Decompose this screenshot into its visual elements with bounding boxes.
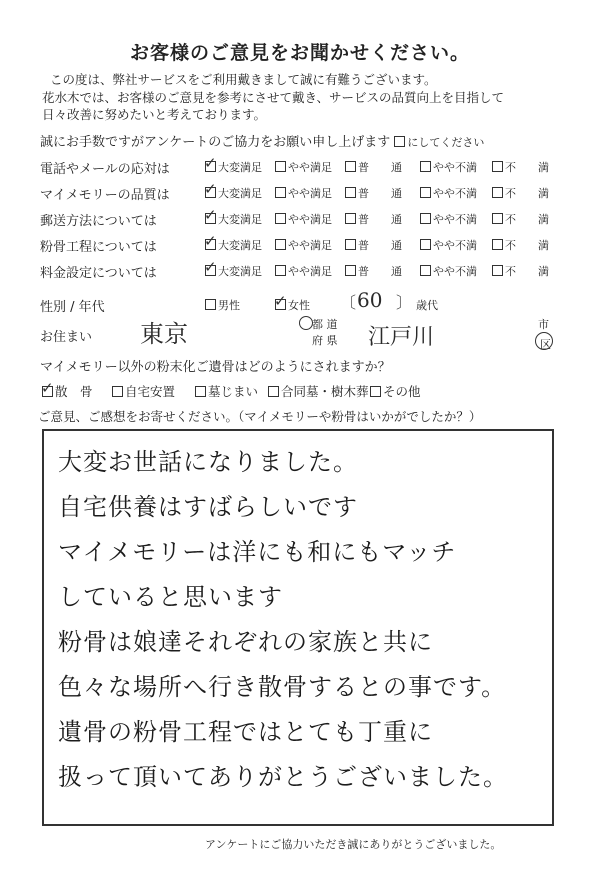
disposal-checkbox[interactable] <box>112 386 123 397</box>
rating-option-label: やや不満 <box>433 239 477 252</box>
rating-checkbox[interactable] <box>205 161 216 172</box>
rating-checkbox[interactable] <box>345 239 356 250</box>
rating-checkbox[interactable] <box>275 265 286 276</box>
comment-line: 色々な場所へ行き散骨するとの事です。 <box>58 673 507 701</box>
question-label: 郵送方法については <box>40 214 157 229</box>
rating-checkbox[interactable] <box>492 187 503 198</box>
rating-option-label: 普 通 <box>358 239 402 252</box>
rating-option-label: やや満足 <box>288 187 332 200</box>
comment-line: 遺骨の粉骨工程ではとても丁重に <box>58 718 433 746</box>
rating-option[interactable] <box>492 211 549 227</box>
rating-option[interactable] <box>345 237 402 253</box>
rating-checkbox[interactable] <box>345 161 356 172</box>
rating-checkbox[interactable] <box>492 265 503 276</box>
rating-checkbox[interactable] <box>420 239 431 250</box>
rating-option[interactable] <box>275 185 332 201</box>
disposal-option[interactable] <box>370 382 421 400</box>
rating-option[interactable] <box>345 211 402 227</box>
rating-option-label: やや満足 <box>288 265 332 278</box>
rating-option[interactable] <box>492 237 549 253</box>
rating-option-label: 大変満足 <box>218 213 262 226</box>
rating-option[interactable] <box>275 211 332 227</box>
question-label: 料金設定については <box>40 266 157 281</box>
male-checkbox[interactable] <box>205 299 216 310</box>
rating-checkbox[interactable] <box>420 213 431 224</box>
rating-option-label: 普 通 <box>358 187 402 200</box>
comment-heading: ご意見、ご感想をお寄せください。（マイメモリーや粉骨はいかがでしたか？） <box>38 409 482 424</box>
rating-option-label: やや不満 <box>433 213 477 226</box>
rating-option[interactable] <box>205 211 262 227</box>
rating-checkbox[interactable] <box>345 187 356 198</box>
disposal-option-label: 合同墓・樹木葬 <box>281 384 369 399</box>
selection-circle-icon <box>299 316 313 330</box>
rating-option[interactable] <box>345 185 402 201</box>
rating-option-label: 大変満足 <box>218 161 262 174</box>
disposal-checkbox[interactable] <box>195 386 206 397</box>
comment-line: 扱って頂いてありがとうございました。 <box>58 763 508 791</box>
rating-checkbox[interactable] <box>205 187 216 198</box>
intro-line: 花水木では、お客様のご意見を参考にさせて戴き、サービスの品質向上を目指して <box>42 90 505 105</box>
rating-option[interactable] <box>345 159 402 175</box>
rating-option[interactable] <box>205 159 262 175</box>
selection-circle-icon <box>535 332 553 350</box>
rating-option[interactable] <box>492 185 549 201</box>
rating-option-label: 不 満 <box>505 213 549 226</box>
disposal-option[interactable] <box>112 382 175 400</box>
rating-option-label: 大変満足 <box>218 265 262 278</box>
intro-line: 日々改善に努めたいと考えております。 <box>42 107 267 122</box>
rating-option[interactable] <box>205 263 262 279</box>
footer-thanks: アンケートにご協力いただき誠にありがとうございました。 <box>205 838 502 851</box>
rating-checkbox[interactable] <box>205 265 216 276</box>
disposal-option[interactable] <box>195 382 258 400</box>
page-title: お客様のご意見をお聞かせください。 <box>129 42 470 64</box>
rating-option[interactable] <box>205 237 262 253</box>
male-option[interactable] <box>205 297 240 313</box>
female-option[interactable] <box>275 297 310 313</box>
age-unit: 歳代 <box>416 299 438 312</box>
rating-option-label: 不 満 <box>505 161 549 174</box>
rating-option[interactable] <box>420 159 477 175</box>
rating-option[interactable] <box>275 237 332 253</box>
rating-option[interactable] <box>492 263 549 279</box>
comment-line: 自宅供養はすばらしいです <box>58 493 358 521</box>
disposal-option[interactable] <box>268 382 369 400</box>
female-checkbox[interactable] <box>275 299 286 310</box>
rating-checkbox[interactable] <box>205 239 216 250</box>
comment-line: していると思います <box>58 583 283 611</box>
prefecture-suffix-bottom: 府 県 <box>312 334 338 347</box>
rating-option-label: 普 通 <box>358 161 402 174</box>
rating-checkbox[interactable] <box>420 265 431 276</box>
rating-checkbox[interactable] <box>275 161 286 172</box>
intro-line: この度は、弊社サービスをご利用戴きまして誠に有難うございます。 <box>50 72 437 87</box>
rating-option-label: 普 通 <box>358 213 402 226</box>
rating-option[interactable] <box>345 263 402 279</box>
instruction-suffix: にしてください <box>407 136 485 149</box>
rating-option[interactable] <box>275 263 332 279</box>
rating-option-label: 大変満足 <box>218 239 262 252</box>
male-label: 男性 <box>218 299 240 312</box>
rating-checkbox[interactable] <box>420 161 431 172</box>
rating-checkbox[interactable] <box>275 239 286 250</box>
disposal-checkbox[interactable] <box>268 386 279 397</box>
disposal-option-label: 散 骨 <box>55 384 93 399</box>
rating-option[interactable] <box>420 211 477 227</box>
rating-option[interactable] <box>420 237 477 253</box>
disposal-checkbox[interactable] <box>42 386 53 397</box>
comment-line: 粉骨は娘達それぞれの家族と共に <box>58 628 433 656</box>
rating-option-label: やや不満 <box>433 187 477 200</box>
rating-checkbox[interactable] <box>492 239 503 250</box>
rating-option-label: やや満足 <box>288 239 332 252</box>
gender-age-label: 性別 / 年代 <box>40 300 105 315</box>
female-label: 女性 <box>288 299 310 312</box>
rating-option-label: 不 満 <box>505 187 549 200</box>
rating-option[interactable] <box>492 159 549 175</box>
rating-option[interactable] <box>275 159 332 175</box>
rating-checkbox[interactable] <box>345 213 356 224</box>
rating-option-label: やや不満 <box>433 161 477 174</box>
rating-checkbox[interactable] <box>345 265 356 276</box>
rating-option-label: 不 満 <box>505 239 549 252</box>
instruction-text: 誠にお手数ですがアンケートのご協力をお願い申し上げます <box>40 135 391 150</box>
survey-instruction <box>40 131 484 150</box>
rating-checkbox[interactable] <box>420 187 431 198</box>
comment-line: マイメモリーは洋にも和にもマッチ <box>58 538 457 566</box>
question-label: 粉骨工程については <box>40 240 157 255</box>
age-open-bracket: 〔 <box>340 293 357 312</box>
disposal-option-label: 墓じまい <box>208 384 259 399</box>
question-label: マイメモリーの品質は <box>40 188 170 203</box>
sample-checkbox <box>394 136 405 147</box>
rating-option-label: やや不満 <box>433 265 477 278</box>
rating-option[interactable] <box>205 185 262 201</box>
city-suffix-bottom: 区 <box>540 338 551 351</box>
city-suffix-top: 市 <box>538 318 549 331</box>
comment-line: 大変お世話になりました。 <box>58 448 358 476</box>
prefecture-suffix-top: 都 道 <box>312 318 338 331</box>
disposal-option-label: 自宅安置 <box>125 384 176 399</box>
rating-checkbox[interactable] <box>492 161 503 172</box>
rating-checkbox[interactable] <box>275 213 286 224</box>
city-value[interactable]: 江戸川 <box>368 325 435 350</box>
rating-option-label: 不 満 <box>505 265 549 278</box>
rating-option-label: 大変満足 <box>218 187 262 200</box>
prefecture-value[interactable]: 東京 <box>140 320 188 348</box>
disposal-checkbox[interactable] <box>370 386 381 397</box>
rating-checkbox[interactable] <box>275 187 286 198</box>
age-close-bracket: 〕 <box>396 293 413 312</box>
rating-option[interactable] <box>420 185 477 201</box>
rating-option-label: やや満足 <box>288 161 332 174</box>
rating-option[interactable] <box>420 263 477 279</box>
rating-option-label: 普 通 <box>358 265 402 278</box>
rating-option-label: やや満足 <box>288 213 332 226</box>
disposal-option-label: その他 <box>383 384 421 399</box>
rating-checkbox[interactable] <box>492 213 503 224</box>
age-value[interactable]: 60 <box>357 288 383 312</box>
other-question: マイメモリー以外の粉末化ご遺骨はどのようにされますか？ <box>40 360 391 375</box>
disposal-option[interactable] <box>42 382 93 400</box>
rating-checkbox[interactable] <box>205 213 216 224</box>
question-label: 電話やメールの応対は <box>40 162 170 177</box>
address-label: お住まい <box>40 330 93 345</box>
